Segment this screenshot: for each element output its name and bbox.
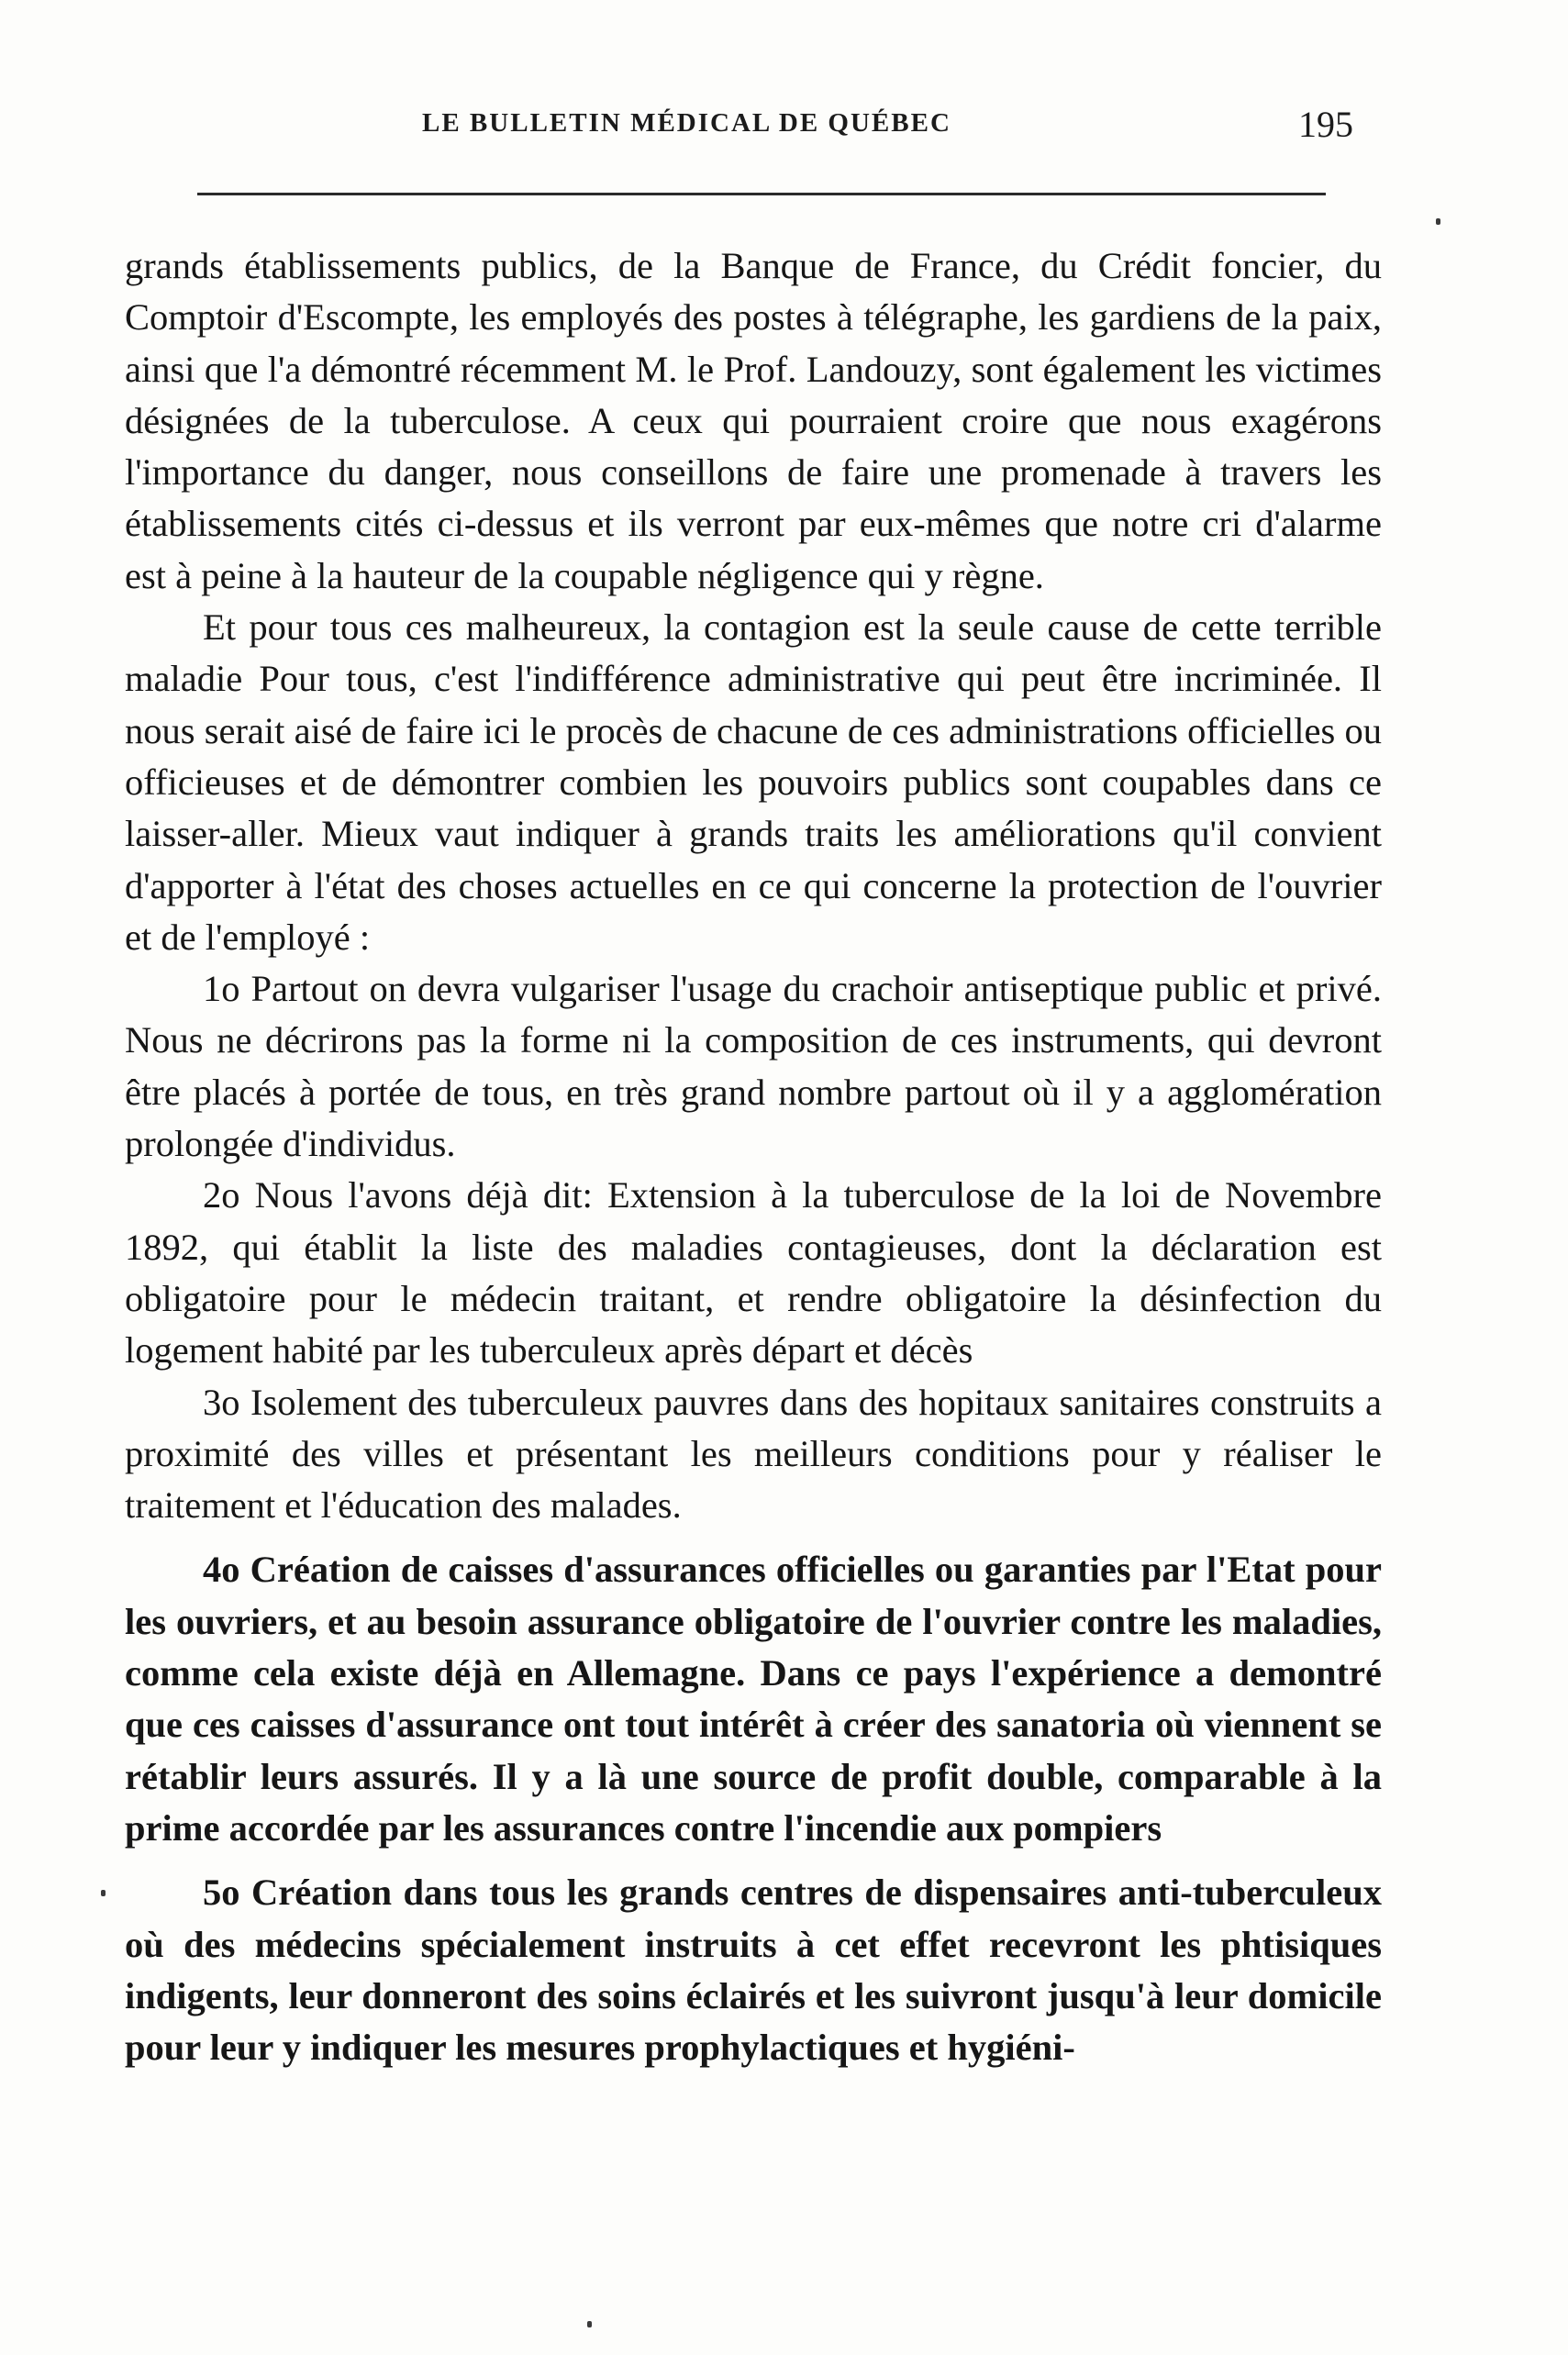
list-item-2-declaration: 2o Nous l'avons déjà dit: Extension à la tuberculose de la loi de Novembre 1892, qui établit la liste des maladies contagieuses, dont la déclaration est obligatoire pour le médecin traitant, et rendre obligatoire la désinfection du logement habité par les tuberculeux après départ et décès bbox=[125, 1174, 1382, 1372]
paragraph-contagion: Et pour tous ces malheureux, la contagion est la seule cause de cette terrible maladie Pour tous, c'est l'indifférence administrative qui peut être incriminée. Il nous serait aisé de faire ici le procès de chacune de ces administrations officielles ou officieuses et de démontrer combien les pouvoirs publics sont coupables dans ce laisser-aller. Mieux vaut indiquer à grands traits les améliorations qu'il convient d'apporter à l'état des choses actuelles en ce qui concerne la protection de l'ouvrier et de l'employé : bbox=[125, 606, 1382, 958]
running-head: LE BULLETIN MÉDICAL DE QUÉBEC bbox=[422, 108, 951, 138]
list-item-1-crachoir: 1o Partout on devra vulgariser l'usage du crachoir antiseptique public et privé. Nous ne décrirons pas la forme ni la composition de ces instruments, qui devront être placés à portée de tous, en très grand nombre partout où il y a agglomération prolongée d'individus. bbox=[125, 968, 1382, 1165]
page-number: 195 bbox=[1298, 104, 1353, 145]
list-item-5-dispensaires: 5o Création dans tous les grands centres de dispensaires anti-tuberculeux où des médecins spécialement instruits à cet effet recevront les phtisiques indigents, leur donneront des soins éclairés et les suivront jusqu'à leur domicile pour leur y indiquer les mesures prophylactiques et hygiéni- bbox=[125, 1872, 1382, 2069]
list-item-3-isolement: 3o Isolement des tuberculeux pauvres dans des hopitaux sanitaires construits a proximité des villes et présentant les meilleurs conditions pour y réaliser le traitement et l'éducation des malades. bbox=[125, 1381, 1382, 1527]
print-speck bbox=[101, 1890, 106, 1896]
print-speck bbox=[1436, 218, 1440, 225]
article-body bbox=[125, 240, 1382, 2073]
header-rule bbox=[197, 193, 1326, 195]
print-speck bbox=[587, 2321, 592, 2327]
paragraph-continuation: grands établissements publics, de la Banque de France, du Crédit foncier, du Comptoir d'Escompte, les employés des postes à télégraphe, les gardiens de la paix, ainsi que l'a démontré récemment M. le Prof. Landouzy, sont également les victimes désignées de la tuberculose. A ceux qui pourraient croire que nous exagérons l'importance du danger, nous conseillons de faire une promenade à travers les établissements cités ci-dessus et ils verront par eux-mêmes que notre cri d'alarme est à peine à la hauteur de la coupable négligence qui y règne. bbox=[125, 245, 1382, 596]
list-item-4-assurances: 4o Création de caisses d'assurances officielles ou garanties par l'Etat pour les ouvriers, et au besoin assurance obligatoire de l'ouvrier contre les maladies, comme cela existe déjà en Allemagne. Dans ce pays l'expérience a demontré que ces caisses d'assurance ont tout intérêt à créer des sanatoria où viennent se rétablir leurs assurés. Il y a là une source de profit double, comparable à la prime accordée par les assurances contre l'incendie aux pompiers bbox=[125, 1549, 1382, 1849]
